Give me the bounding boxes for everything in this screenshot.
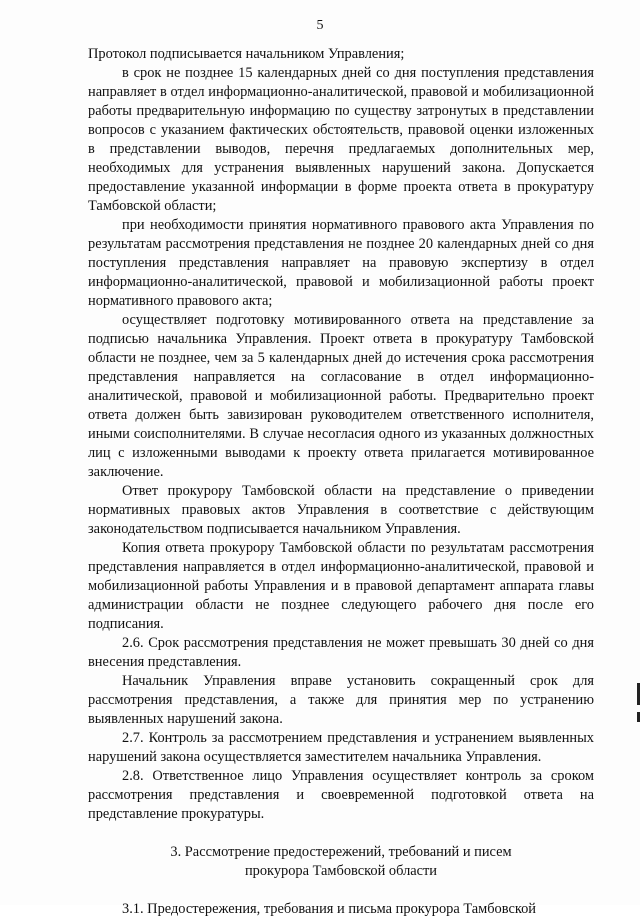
paragraph: Ответ прокурору Тамбовской области на представление о приведении нормативных правовых актов Управления в соответствие с действующим законодательством подписывается начальником Управления. — [88, 483, 594, 537]
paragraph: в срок не позднее 15 календарных дней со дня поступления представления направляет в отдел информационно-аналитической, правовой и мобилизационной работы предварительную информацию по существу затронутых в представлении вопросов с указанием фактических обстоятельств, правовой оценки изложенных в представлении выводов, перечня предлагаемых дополнительных мер, необходимых для устранения выявленных нарушений закона. Допускается предоставление указанной информации в форме проекта ответа в прокуратуру Тамбовской области; — [88, 65, 594, 214]
document-body — [88, 45, 594, 919]
paragraph: при необходимости принятия нормативного правового акта Управления по результатам рассмотрения представления не позднее 20 календарных дней со дня поступления представления направляет на правовую экспертизу в отдел информационно-аналитической, правовой и мобилизационной работы проект нормативного правового акта; — [88, 217, 594, 309]
paragraph: Начальник Управления вправе установить сокращенный срок для рассмотрения представления, а также для принятия мер по устранению выявленных нарушений закона. — [88, 673, 594, 727]
page-number: 5 — [316, 18, 324, 33]
paragraph: Копия ответа прокурору Тамбовской области по результатам рассмотрения представления направляется в отдел информационно-аналитической, правовой и мобилизационной работы Управления и в правовой департамент аппарата главы администрации области не позднее следующего рабочего дня после его подписания. — [88, 540, 594, 632]
paragraph: 2.6. Срок рассмотрения представления не может превышать 30 дней со дня внесения представления. — [88, 635, 594, 670]
section-heading-line2: прокурора Тамбовской области — [244, 863, 438, 879]
paragraph: 2.7. Контроль за рассмотрением представления и устранением выявленных нарушений закона осуществляется заместителем начальника Управления. — [88, 730, 594, 765]
paragraph: 3.1. Предостережения, требования и письма прокурора Тамбовской — [122, 901, 537, 917]
section-heading — [88, 843, 594, 881]
paragraph: Протокол подписывается начальником Управления; — [88, 46, 405, 62]
section-heading-line1: 3. Рассмотрение предостережений, требований и писем — [170, 844, 512, 860]
paragraph: 2.8. Ответственное лицо Управления осуществляет контроль за сроком рассмотрения представления и своевременной подготовкой ответа на представление прокуратуры. — [88, 768, 594, 822]
paragraph: осуществляет подготовку мотивированного ответа на представление за подписью начальника Управления. Проект ответа в прокуратуру Тамбовской области не позднее, чем за 5 календарных дней до истечения срока рассмотрения представления направляется на согласование в отдел информационно-аналитической, правовой и мобилизационной работы. Предварительно проект ответа должен быть завизирован руководителем ответственного исполнителя, иными соисполнителями. В случае несогласия одного из указанных должностных лиц с изложенными выводами к проекту ответа прилагается мотивированное заключение. — [88, 312, 594, 480]
